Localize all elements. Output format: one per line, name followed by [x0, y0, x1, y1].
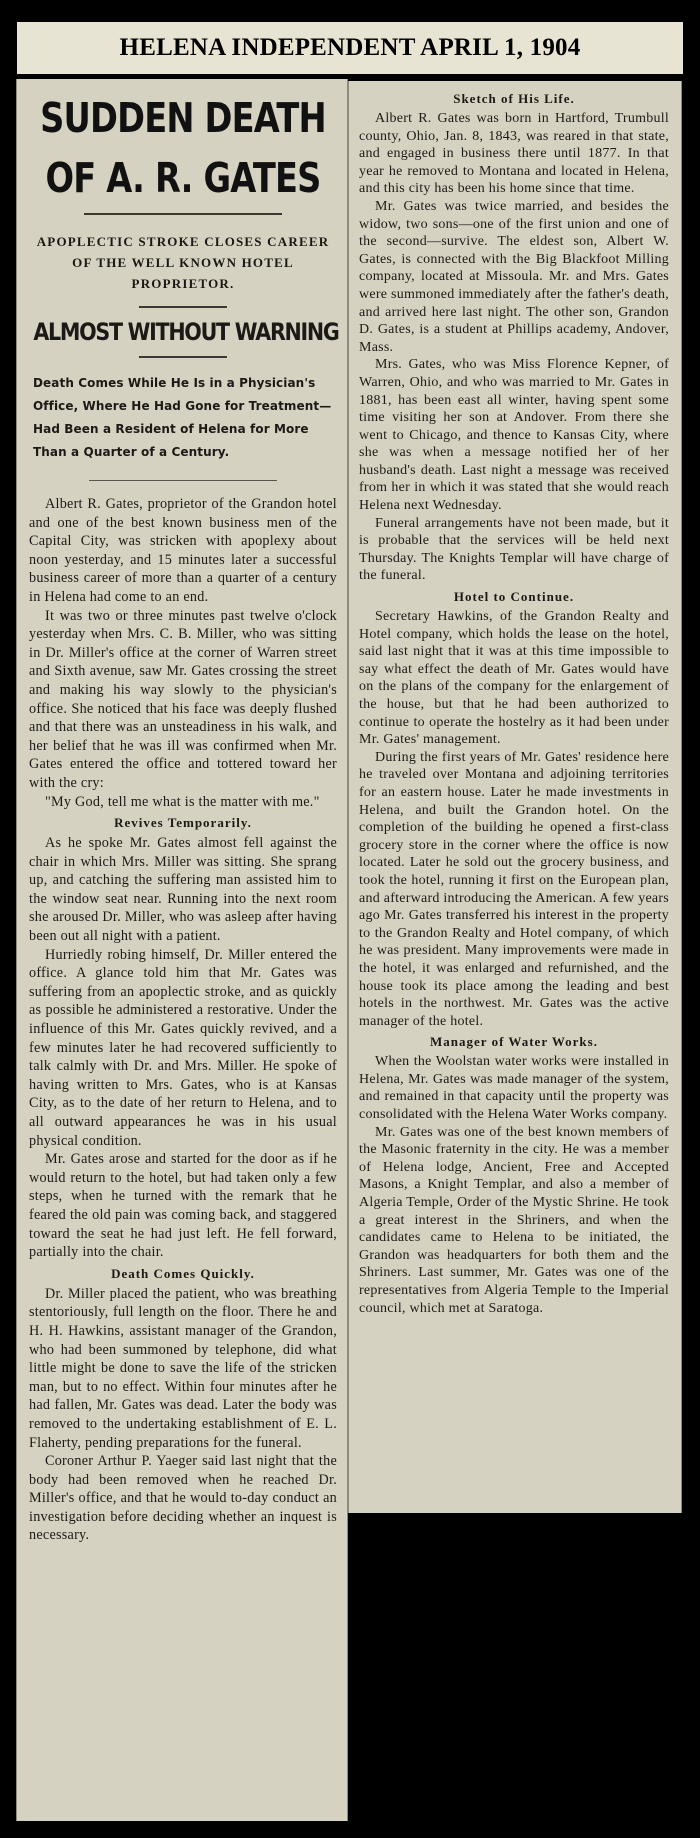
newspaper-banner: [17, 22, 683, 74]
paragraph: "My God, tell me what is the matter with me.": [45, 793, 320, 810]
paragraph: Dr. Miller placed the patient, who was breathing stentoriously, full length on the floor. There he and H. H. Hawkins, assistant manager of the Grandon, who had been summoned by telephone, did what little might be done to save the life of the stricken man, but to no effect. Within four minutes after he had fallen, Mr. Gates was dead. Later the body was removed to the undertaking establishment of E. L. Flaherty, pending preparations for the funeral.: [29, 1285, 337, 1451]
paragraph: Hurriedly robing himself, Dr. Miller entered the office. A glance told him that Mr. Gates was suffering from an apoplectic stroke, and as quickly as possible he administered a restorative. Under the influence of this Mr. Gates quickly revived, and a few minutes later he had recovered sufficiently to talk calmly with Dr. and Mrs. Miller. He spoke of having written to Mrs. Gates, who is at Kansas City, as to the date of her return to Helena, and to all outward appearances he was in his usual physical condition.: [29, 946, 337, 1149]
deck-apoplectic-stroke: APOPLECTIC STROKE CLOSES CAREER OF THE WELL KNOWN HOTEL PROPRIETOR.: [36, 234, 330, 291]
paragraph: Funeral arrangements have not been made, but it is probable that the services will be held next Thursday. The Knights Templar will have charge of the funeral.: [359, 515, 669, 584]
left-column: [16, 79, 348, 1821]
deck-rule-2: [139, 356, 227, 358]
paragraph: Albert R. Gates was born in Hartford, Trumbull county, Ohio, Jan. 8, 1843, was reared in that state, and engaged in business there until 1877. In that year he removed to Montana and located in Helena, and this city has been his home since that time.: [359, 111, 669, 197]
paragraph: Coroner Arthur P. Yaeger said last night that the body had been removed when he reached Dr. Miller's office, and that he would to-day conduct an investigation before deciding whether an inquest is necessary.: [29, 1453, 337, 1544]
deck-almost-without-warning: ALMOST WITHOUT WARNING: [33, 318, 339, 346]
deck-rule-1: [139, 306, 227, 308]
right-article-body: [359, 90, 669, 1317]
subhead-manager-of-water-works: Manager of Water Works.: [430, 1034, 598, 1050]
paragraph: It was two or three minutes past twelve o'clock yesterday when Mrs. C. B. Miller, who was sitting in Dr. Miller's office at the corner of Warren street and Sixth avenue, saw Mr. Gates crossing the street and making his way slowly to the physician's office. She noticed that his face was deeply flushed and that there was an unsteadiness in his walk, and her belief that he was ill was confirmed when Mr. Gates entered the office and tottered toward her with the cry:: [29, 607, 337, 791]
right-column: [348, 81, 682, 1513]
headline-line-2: OF A. R. GATES: [45, 154, 321, 202]
paragraph: Mrs. Gates, who was Miss Florence Kepner, of Warren, Ohio, and who was married to Mr. Gates in 1881, has been east all winter, having spent some time visiting her son at Andover. From there she went to Chicago, and thence to Kansas City, where she was when a message notified her of her husband's death. Last night a message was received from her in which it was stated that she would reach Helena next Wednesday.: [359, 357, 669, 514]
banner-title: HELENA INDEPENDENT APRIL 1, 1904: [119, 34, 581, 61]
left-article-body: [29, 495, 337, 1545]
headline-rule: [84, 213, 282, 215]
subhead-sketch-of-his-life: Sketch of His Life.: [453, 91, 575, 106]
subhead-death-comes-quickly: Death Comes Quickly.: [111, 1265, 255, 1281]
paragraph: As he spoke Mr. Gates almost fell against the chair in which Mrs. Miller was sitting. She sprang up, and catching the suffering man assisted him to the window seat near. Running into the next room she aroused Dr. Miller, who was asleep after having been out all night with a patient.: [29, 835, 337, 945]
paragraph: When the Woolstan water works were installed in Helena, Mr. Gates was made manager of the system, and remained in that capacity until the property was consolidated with the Helena Water Works company.: [359, 1054, 669, 1123]
paragraph: Mr. Gates was twice married, and besides the widow, two sons—one of the first union and one of the second—survive. The eldest son, Albert W. Gates, is connected with the Big Blackfoot Milling company, located at Missoula. Mr. and Mrs. Gates were summoned immediately after the father's death, and arrived here last night. The other son, Grandon D. Gates, is a student at Phillips academy, Andover, Mass.: [359, 198, 669, 355]
deck-death-comes: Death Comes While He Is in a Physician's Office, Where He Had Gone for Treatment—Had Been a Resident of Helena for More Than a Quarter of a Century.: [33, 376, 332, 459]
paragraph: During the first years of Mr. Gates' residence here he traveled over Montana and adjoining territories for an eastern house. Later he made investments in Helena, and built the Grandon hotel. On the completion of the building he opened a first-class grocery store in the corner where the office is now located. Later he sold out the grocery business, and took the hotel, running it first on the European plan, and afterward introducing the American. A few years ago Mr. Gates transferred his interest in the property to the Grandon Realty and Hotel company, of which he was president. Many improvements were made in the hotel, it was enlarged and refurnished, and the house took its place among the leading and best hotels in the northwest. Mr. Gates was the active manager of the hotel.: [359, 749, 669, 1029]
subhead-revives-temporarily: Revives Temporarily.: [114, 815, 252, 831]
subhead-hotel-to-continue: Hotel to Continue.: [453, 589, 575, 605]
section-divider: [89, 480, 277, 481]
paragraph: Secretary Hawkins, of the Grandon Realty and Hotel company, which holds the lease on the hotel, said last night that it was at this time impossible to say what effect the death of Mr. Gates would have on the plans of the company for the enlargement of the house, but that he had been authorized to continue to operate the hostelry as it had been under Mr. Gates' management.: [359, 609, 669, 748]
paragraph: Mr. Gates arose and started for the door as if he would return to the hotel, but had taken only a few steps, when he turned with the remark that he feared the old pain was coming back, and staggered toward the seat he had just left. He fell forward, partially into the chair.: [29, 1151, 337, 1261]
paragraph: Albert R. Gates, proprietor of the Grandon hotel and one of the best known business men of the Capital City, was stricken with apoplexy about noon yesterday, and 15 minutes later a successful business career of more than a quarter of a century in Helena had come to an end.: [29, 496, 337, 605]
paragraph: Mr. Gates was one of the best known members of the Masonic fraternity in the city. He was a member of Helena lodge, Ancient, Free and Accepted Masons, a Knight Templar, and also a member of Algeria Temple, Order of the Mystic Shrine. He took a great interest in the Shriners, and when the candidates came to Helena to be initiated, the Grandon was headquarters for both them and the Shriners. Last summer, Mr. Gates was one of the representatives from Algeria Temple to the Imperial council, which met at Saratoga.: [359, 1124, 669, 1316]
headline-line-1: SUDDEN DEATH: [40, 94, 326, 142]
